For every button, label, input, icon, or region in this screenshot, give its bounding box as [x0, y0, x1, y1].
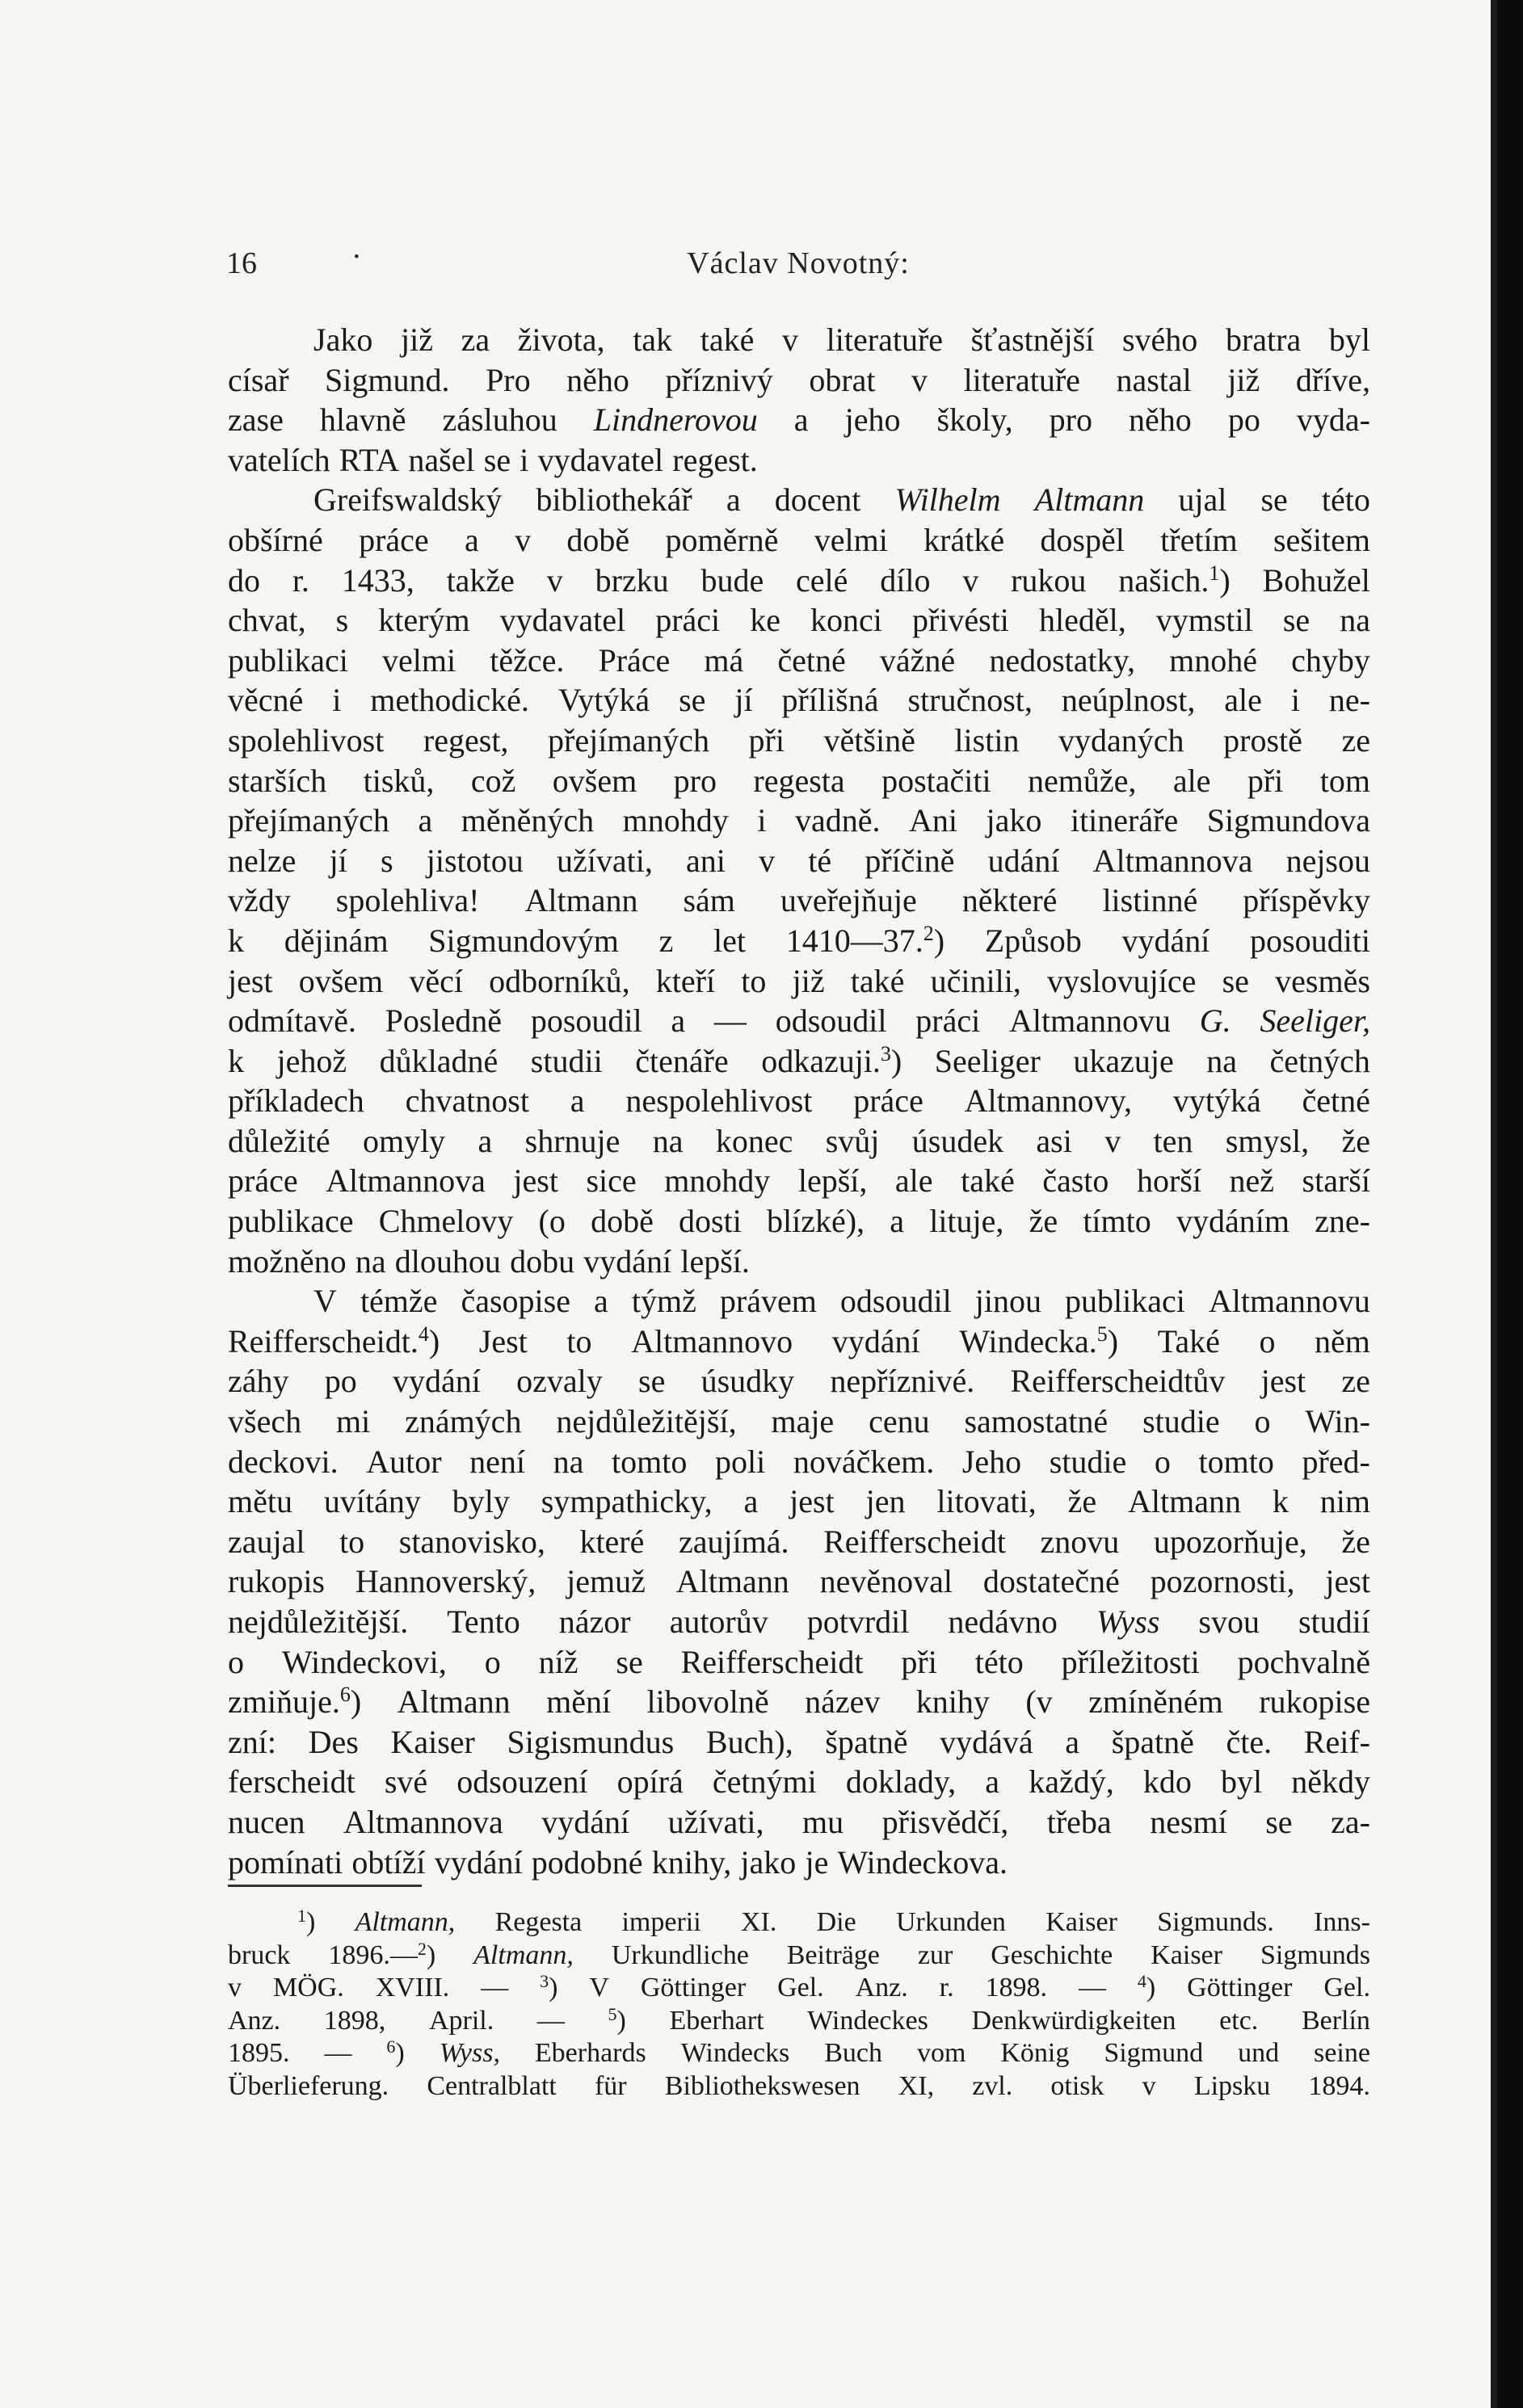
text-line: odmítavě. Posledně posoudil a — odsoudil práci Altmannovu G. Seeliger, — [228, 1002, 1370, 1040]
paragraph-3 — [228, 1281, 1370, 1882]
text-line: vždy spolehliva! Altmann sám uveřejňuje některé listinné příspěvky — [228, 882, 1370, 919]
footnote-line: v MÖG. XVIII. — $^3$) V Göttinger Gel. Anz. r. 1898. — $^4$) Göttinger Gel. — [228, 1971, 1370, 2003]
text-line: o Windeckovi, o níž se Reifferscheidt při této příležitosti pochvalně — [228, 1643, 1370, 1680]
text-line: obšírné práce a v době poměrně velmi krátké dospěl třetím sešitem — [228, 521, 1370, 558]
text-line: důležité omyly a shrnuje na konec svůj úsudek asi v ten smysl, že — [228, 1122, 1370, 1159]
footnote-line: Anz. 1898, April. — $^5$) Eberhart Windeckes Denkwürdigkeiten etc. Berlín — [228, 2003, 1370, 2036]
text-line: nelze jí s jistotou užívati, ani v té příčině udání Altmannova nejsou — [228, 842, 1370, 879]
text-line: příkladech chvatnost a nespolehlivost práce Altmannovy, vytýká četné — [228, 1082, 1370, 1120]
page-number: 16 — [226, 246, 257, 280]
text-line: přejímaných a měněných mnohdy i vadně. Ani jako itineráře Sigmundova — [228, 802, 1370, 839]
text-line: do r. 1433, takže v brzku bude celé dílo v rukou našich.$^1$) Bohužel — [228, 561, 1370, 599]
footnotes — [228, 1906, 1370, 2103]
text-line: jest ovšem věcí odborníků, kteří to již také učinili, vyslovujíce se vesměs — [228, 962, 1370, 999]
text-line: nucen Altmannova vydání užívati, mu přisvědčí, třeba nesmí se za- — [228, 1803, 1370, 1840]
text-line: pomínati obtíží vydání podobné knihy, jako je Windeckova. — [228, 1843, 1008, 1881]
footnote-line: Überlieferung. Centralblatt für Bibliothekswesen XI, zvl. otisk v Lipsku 1894. — [228, 2070, 1370, 2101]
text-line: mětu uvítány byly sympathicky, a jest jen litovati, že Altmann k nim — [228, 1483, 1370, 1520]
text-line: starších tisků, což ovšem pro regesta postačiti nemůže, ale při tom — [228, 762, 1370, 799]
text-line: zase hlavně zásluhou Lindnerovou a jeho školy, pro něho po vyda- — [228, 401, 1370, 439]
text-line: deckovi. Autor není na tomto poli nováčkem. Jeho studie o tomto před- — [228, 1443, 1370, 1480]
footnote-line: 1895. — $^6$) Wyss, Eberhards Windecks Buch vom König Sigmund und seine — [228, 2036, 1370, 2069]
footnote-line: $^1$) Altmann, Regesta imperii XI. Die Urkunden Kaiser Sigmunds. Inns- — [297, 1906, 1370, 1937]
scan-edge-fold — [1491, 0, 1497, 2408]
text-line: publikace Chmelovy (o době dosti blízké), a lituje, že tímto vydáním zne- — [228, 1203, 1370, 1240]
text-line: císař Sigmund. Pro něho příznivý obrat v literatuře nastal již dříve, — [228, 361, 1370, 398]
text-line: zní: Des Kaiser Sigismundus Buch), špatně vydává a špatně čte. Reif- — [228, 1723, 1370, 1760]
header-dot: · — [351, 240, 362, 274]
text-line: chvat, s kterým vydavatel práci ke konci přivésti hleděl, vymstil se na — [228, 602, 1370, 639]
text-line: záhy po vydání ozvaly se úsudky nepříznivé. Reifferscheidtův jest ze — [228, 1363, 1370, 1400]
text-line: všech mi známých nejdůležitější, maje cenu samostatné studie o Win- — [228, 1403, 1370, 1440]
text-line: věcné i methodické. Vytýká se jí přílišná stručnost, neúplnost, ale i ne- — [228, 682, 1370, 719]
body-text — [228, 320, 1370, 1882]
scan-edge — [1491, 0, 1523, 2408]
text-line: spolehlivost regest, přejímaných při většině listin vydaných prostě ze — [228, 721, 1370, 759]
text-line: práce Altmannova jest sice mnohdy lepší, ale také často horší než starší — [228, 1162, 1370, 1200]
text-line: V témže časopise a týmž právem odsoudil jinou publikaci Altmannovu — [313, 1283, 1370, 1320]
text-line: k dějinám Sigmundovým z let 1410—37.$^2$) Způsob vydání posouditi — [228, 921, 1370, 959]
text-line: k jehož důkladné studii čtenáře odkazuji.$^3$) Seeliger ukazuje na četných — [228, 1041, 1370, 1079]
text-line: publikaci velmi těžce. Práce má četné vážné nedostatky, mnohé chyby — [228, 641, 1370, 679]
text-line: možněno na dlouhou dobu vydání lepší. — [228, 1242, 750, 1280]
text-line: nejdůležitější. Tento názor autorův potvrdil nedávno Wyss svou studií — [228, 1603, 1370, 1640]
paragraph-2 — [228, 480, 1370, 1281]
text-line: Greifswaldský bibliothekář a docent Wilhelm Altmann ujal se této — [313, 481, 1370, 519]
running-title: Václav Novotný: — [687, 246, 910, 280]
text-line: rukopis Hannoverský, jemuž Altmann nevěnoval dostatečné pozornosti, jest — [228, 1563, 1370, 1600]
text-line: zaujal to stanovisko, které zaujímá. Reifferscheidt znovu upozorňuje, že — [228, 1523, 1370, 1560]
page-header — [226, 239, 1370, 288]
text-line: Jako již za života, tak také v literatuře šťastnější svého bratra byl — [313, 321, 1370, 358]
paragraph-1 — [228, 320, 1370, 480]
text-line: zmiňuje.$^6$) Altmann mění libovolně název knihy (v zmíněném rukopise — [228, 1683, 1370, 1721]
text-line: ferscheidt své odsouzení opírá četnými doklady, a každý, kdo byl někdy — [228, 1763, 1370, 1801]
footnote-line: bruck 1896.—$^2$) Altmann, Urkundliche Beiträge zur Geschichte Kaiser Sigmunds — [228, 1938, 1370, 1970]
text-line: vatelích RTA našel se i vydavatel regest. — [228, 441, 758, 478]
text-line: Reifferscheidt.$^4$) Jest to Altmannovo vydání Windecka.$^5$) Také o něm — [228, 1322, 1370, 1359]
footnote-rule — [228, 1885, 422, 1887]
